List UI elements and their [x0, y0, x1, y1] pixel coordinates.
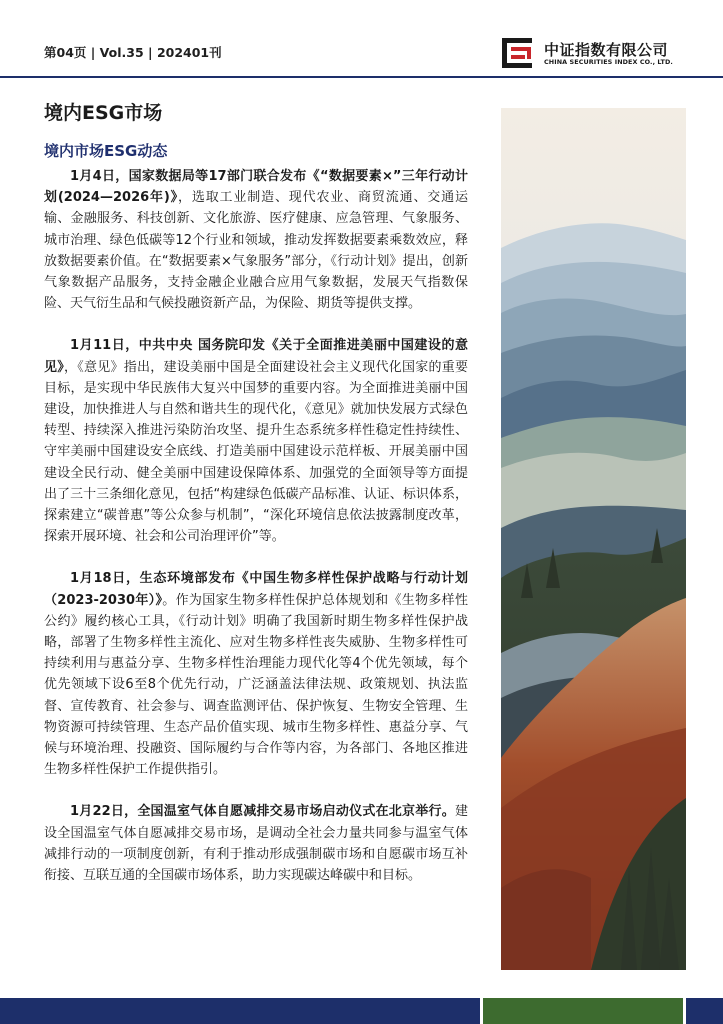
logo-name-en: CHINA SECURITIES INDEX CO., LTD.: [544, 58, 673, 66]
csi-logo-icon: [500, 36, 538, 72]
paragraph-lead: 1月18日，生态环境部发布《中国生物多样性保护战略与行动计划（2023-2030年）》: [44, 571, 468, 608]
footer-bar-middle: [483, 998, 683, 1024]
paragraph-text: 。作为国家生物多样性保护总体规划和《生物多样性公约》履约核心工具，《行动计划》明确了我国新时期生物多样性保护战略，部署了生物多样性主流化、应对生物多样性丧失威胁、生物多样性可持续利用与惠益分享、生物多样性治理能力现代化等4个优先领域，每个优先领域下设6至8个优先行动，广泛涵盖法律法规、政策规划、执法监督、宣传教育、社会参与、调查监测评估、保护恢复、生物安全管理、生物资源可持续管理、生态产品价值实现、城市生物多样性、惠益分享、气候与环境治理、投融资、国际履约与合作等内容，为各部门、各地区推进生物多样性保护工作提供指引。: [44, 592, 468, 778]
page-footer: [0, 998, 723, 1024]
paragraph-lead: 1月22日，全国温室气体自愿减排交易市场启动仪式在北京举行。: [70, 804, 455, 820]
news-paragraph: [44, 801, 468, 886]
news-paragraph: [44, 568, 468, 780]
section-title: 境内ESG市场: [44, 102, 163, 124]
paragraph-lead: 1月11日，中共中央 国务院印发《关于全面推进美丽中国建设的意见》: [44, 338, 468, 375]
news-paragraph: [44, 166, 468, 314]
news-paragraph: [44, 335, 468, 547]
landscape-photo: [501, 108, 686, 970]
paragraph-lead: 1月4日，国家数据局等17部门联合发布《“数据要素×”三年行动计划(2024—2026年)》: [44, 169, 468, 206]
footer-bar-left: [0, 998, 480, 1024]
footer-bar-right: [686, 998, 723, 1024]
sub-title: 境内市场ESG动态: [44, 142, 168, 160]
company-logo: [500, 36, 690, 72]
issue-label: 第04页 | Vol.35 | 202401刊: [44, 45, 222, 60]
paragraph-text: 建设全国温室气体自愿减排交易市场，是调动全社会力量共同参与温室气体减排行动的一项制度创新，有利于推动形成强制碳市场和自愿碳市场互补衔接、互联互通的全国碳市场体系，助力实现碳达峰碳中和目标。: [44, 804, 468, 884]
paragraph-text: ，选取工业制造、现代农业、商贸流通、交通运输、金融服务、科技创新、文化旅游、医疗健康、应急管理、气象服务、城市治理、绿色低碳等12个行业和领域，推动发挥数据要素乘数效应，释放数据要素价值。在“数据要素×气象服务”部分，《行动计划》提出，创新气象数据产品服务，支持金融企业融合应用气象数据，发展天气指数保险、天气衍生品和气候投融资新产品，为保险、期货等提供支撑。: [44, 190, 468, 312]
header-divider: [0, 76, 723, 78]
article-body: [44, 166, 468, 907]
paragraph-text: ，《意见》指出，建设美丽中国是全面建设社会主义现代化国家的重要目标，是实现中华民族伟大复兴中国梦的重要内容。为全面推进美丽中国建设，加快推进人与自然和谐共生的现代化，《意见》就加快发展方式绿色转型、持续深入推进污染防治攻坚、提升生态系统多样性稳定性持续性、守牢美丽中国建设安全底线、打造美丽中国建设示范样板、开展美丽中国建设全民行动、健全美丽中国建设保障体系、加强党的全面领导等方面提出了三十三条细化意见，包括“构建绿色低碳产品标准、认证、标识体系，探索建立“碳普惠”等公众参与机制”，“深化环境信息依法披露制度改革，探索开展环境、社会和公司治理评价”等。: [44, 359, 468, 545]
logo-name-cn: 中证指数有限公司: [544, 41, 669, 59]
page-header: [0, 0, 723, 80]
